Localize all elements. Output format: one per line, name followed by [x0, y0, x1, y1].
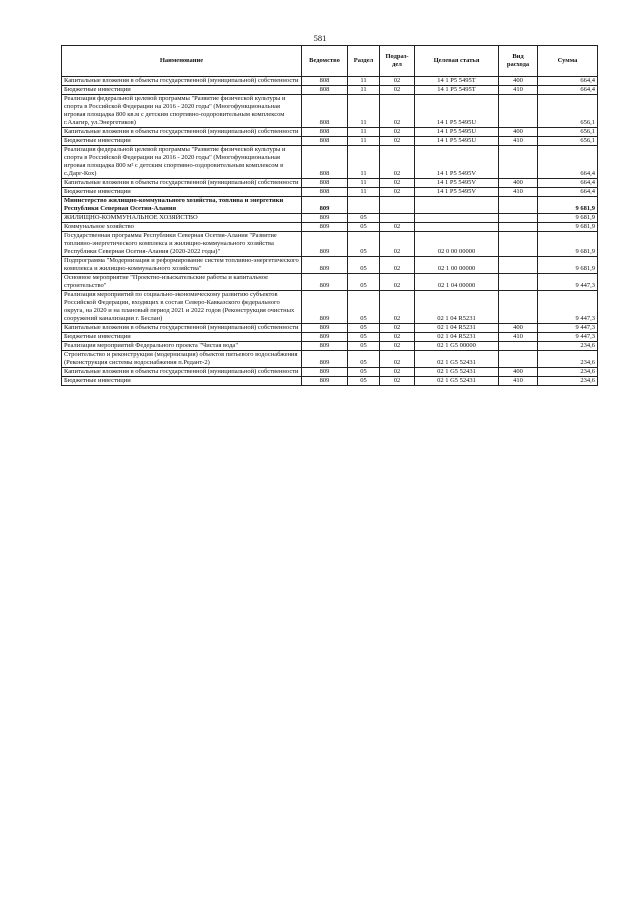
cell-podrazdel: 02	[380, 333, 415, 342]
cell-celevaya-statya: 14 1 P5 5495V	[415, 179, 499, 188]
table-row	[62, 257, 598, 274]
cell-razdel: 11	[348, 128, 380, 137]
cell-vid-raskhoda	[499, 291, 538, 324]
cell-summa: 9 447,3	[538, 333, 598, 342]
column-header-vedomstvo: Ведомство	[302, 46, 348, 77]
cell-celevaya-statya	[415, 197, 499, 214]
cell-razdel: 05	[348, 214, 380, 223]
cell-name: Реализация мероприятий по социально-экономическому развитию субъектов Российской Федерации, входящих в состав Северо-Кавказского федерального округа, на 2020 и на плановый период 2021 и 2022 годов (Реконструкция очистных сооружений канализации г. Беслан)	[62, 291, 302, 324]
cell-podrazdel	[380, 197, 415, 214]
cell-name: Капитальные вложения в объекты государственной (муниципальной) собственности	[62, 324, 302, 333]
cell-razdel: 11	[348, 95, 380, 128]
cell-celevaya-statya: 14 1 P5 5495V	[415, 146, 499, 179]
cell-summa: 234,6	[538, 368, 598, 377]
cell-name: Основное мероприятие "Проектно-изыскательские работы и капитальное строительство"	[62, 274, 302, 291]
cell-celevaya-statya: 14 1 P5 5495U	[415, 95, 499, 128]
table-row	[62, 351, 598, 368]
table-row	[62, 77, 598, 86]
cell-vedomstvo: 809	[302, 342, 348, 351]
cell-celevaya-statya: 02 1 04 00000	[415, 274, 499, 291]
cell-vedomstvo: 809	[302, 351, 348, 368]
table-row	[62, 197, 598, 214]
cell-name: Реализация федеральной целевой программы "Развитие физической культуры и спорта в Российской Федерации на 2016 - 2020 годы" (Многофункциональная игровая площадка 800 кв.м с детским спортивно-оздоровительным комплексом г.Алагир, ул.Энергетиков)	[62, 95, 302, 128]
cell-vedomstvo: 809	[302, 291, 348, 324]
cell-vedomstvo: 809	[302, 377, 348, 386]
page-number: 581	[313, 33, 327, 43]
cell-name: Бюджетные инвестиции	[62, 333, 302, 342]
table-row	[62, 324, 598, 333]
cell-vedomstvo: 809	[302, 274, 348, 291]
cell-vid-raskhoda	[499, 95, 538, 128]
cell-podrazdel: 02	[380, 351, 415, 368]
column-header-podrazdel: Подраз-дел	[380, 46, 415, 77]
cell-name: Строительство и реконструкция (модернизация) объектов питьевого водоснабжения (Реконструкция системы водоснабжения п.Редант-2)	[62, 351, 302, 368]
cell-podrazdel: 02	[380, 95, 415, 128]
cell-vid-raskhoda: 410	[499, 188, 538, 197]
cell-podrazdel: 02	[380, 274, 415, 291]
cell-summa: 9 447,3	[538, 274, 598, 291]
table-row	[62, 137, 598, 146]
cell-summa: 9 447,3	[538, 324, 598, 333]
table-row	[62, 146, 598, 179]
cell-vedomstvo: 809	[302, 232, 348, 257]
cell-podrazdel: 02	[380, 377, 415, 386]
cell-razdel: 05	[348, 368, 380, 377]
cell-summa: 9 447,3	[538, 291, 598, 324]
cell-celevaya-statya: 14 1 P5 5495U	[415, 128, 499, 137]
table-row	[62, 342, 598, 351]
cell-name: Бюджетные инвестиции	[62, 86, 302, 95]
cell-vedomstvo: 809	[302, 197, 348, 214]
cell-podrazdel: 02	[380, 257, 415, 274]
cell-name: Бюджетные инвестиции	[62, 377, 302, 386]
budget-table	[61, 45, 598, 386]
cell-vedomstvo: 809	[302, 324, 348, 333]
cell-vedomstvo: 808	[302, 137, 348, 146]
cell-vedomstvo: 808	[302, 95, 348, 128]
cell-vid-raskhoda	[499, 223, 538, 232]
cell-summa: 664,4	[538, 179, 598, 188]
cell-celevaya-statya: 02 1 00 00000	[415, 257, 499, 274]
cell-name: Реализация федеральной целевой программы "Развитие физической культуры и спорта в Российской Федерации на 2016 - 2020 годы" (Многофункциональная игровая площадка 800 м² с детским спортивно-оздоровительным комплексом в с.Дарг-Кох)	[62, 146, 302, 179]
table-row	[62, 274, 598, 291]
table-row	[62, 86, 598, 95]
cell-summa: 9 681,9	[538, 232, 598, 257]
cell-summa: 664,4	[538, 146, 598, 179]
cell-vid-raskhoda: 410	[499, 86, 538, 95]
cell-podrazdel: 02	[380, 368, 415, 377]
column-header-vid-raskhoda: Вид расхода	[499, 46, 538, 77]
table-row	[62, 232, 598, 257]
cell-name: Капитальные вложения в объекты государственной (муниципальной) собственности	[62, 368, 302, 377]
cell-summa: 234,6	[538, 351, 598, 368]
cell-summa: 9 681,9	[538, 214, 598, 223]
cell-razdel: 11	[348, 188, 380, 197]
cell-podrazdel: 02	[380, 146, 415, 179]
table-row	[62, 128, 598, 137]
cell-razdel: 05	[348, 257, 380, 274]
table-row	[62, 377, 598, 386]
cell-razdel: 11	[348, 137, 380, 146]
table-body	[62, 77, 598, 386]
column-header-razdel: Раздел	[348, 46, 380, 77]
column-header-summa: Сумма	[538, 46, 598, 77]
cell-podrazdel: 02	[380, 137, 415, 146]
cell-razdel	[348, 197, 380, 214]
cell-vid-raskhoda: 400	[499, 128, 538, 137]
cell-podrazdel: 02	[380, 291, 415, 324]
cell-podrazdel: 02	[380, 188, 415, 197]
cell-podrazdel: 02	[380, 128, 415, 137]
column-header-celevaya-statya: Целевая статья	[415, 46, 499, 77]
cell-vid-raskhoda	[499, 274, 538, 291]
cell-summa: 664,4	[538, 188, 598, 197]
cell-podrazdel: 02	[380, 223, 415, 232]
cell-vid-raskhoda	[499, 214, 538, 223]
cell-celevaya-statya: 14 1 P5 5495T	[415, 86, 499, 95]
cell-podrazdel: 02	[380, 77, 415, 86]
cell-vedomstvo: 809	[302, 368, 348, 377]
table-row	[62, 291, 598, 324]
cell-summa: 234,6	[538, 342, 598, 351]
cell-razdel: 05	[348, 324, 380, 333]
cell-vedomstvo: 809	[302, 333, 348, 342]
cell-razdel: 05	[348, 351, 380, 368]
cell-razdel: 05	[348, 274, 380, 291]
table-row	[62, 95, 598, 128]
cell-vedomstvo: 809	[302, 214, 348, 223]
cell-name: Капитальные вложения в объекты государственной (муниципальной) собственности	[62, 77, 302, 86]
cell-celevaya-statya: 02 0 00 00000	[415, 232, 499, 257]
cell-vid-raskhoda	[499, 197, 538, 214]
cell-name: Реализация мероприятий Федерального проекта "Чистая вода"	[62, 342, 302, 351]
cell-vedomstvo: 809	[302, 223, 348, 232]
cell-razdel: 05	[348, 291, 380, 324]
cell-razdel: 11	[348, 86, 380, 95]
cell-celevaya-statya: 02 1 04 R5231	[415, 333, 499, 342]
cell-podrazdel: 02	[380, 232, 415, 257]
cell-celevaya-statya	[415, 223, 499, 232]
cell-summa: 9 681,9	[538, 197, 598, 214]
cell-summa: 664,4	[538, 86, 598, 95]
cell-summa: 656,1	[538, 137, 598, 146]
cell-celevaya-statya: 02 1 G5 52431	[415, 377, 499, 386]
table-row	[62, 223, 598, 232]
cell-vid-raskhoda	[499, 342, 538, 351]
cell-vid-raskhoda: 410	[499, 137, 538, 146]
table-row	[62, 368, 598, 377]
cell-podrazdel: 02	[380, 324, 415, 333]
cell-summa: 656,1	[538, 128, 598, 137]
cell-celevaya-statya: 02 1 G5 52431	[415, 351, 499, 368]
cell-podrazdel: 02	[380, 86, 415, 95]
cell-vid-raskhoda	[499, 257, 538, 274]
cell-razdel: 05	[348, 232, 380, 257]
table-row	[62, 333, 598, 342]
cell-vedomstvo: 808	[302, 179, 348, 188]
column-header-name: Наименование	[62, 46, 302, 77]
cell-name: Бюджетные инвестиции	[62, 137, 302, 146]
cell-vid-raskhoda	[499, 232, 538, 257]
cell-celevaya-statya: 14 1 P5 5495T	[415, 77, 499, 86]
cell-celevaya-statya: 02 1 04 R5231	[415, 324, 499, 333]
cell-vedomstvo: 808	[302, 77, 348, 86]
cell-summa: 9 681,9	[538, 223, 598, 232]
cell-vid-raskhoda	[499, 146, 538, 179]
table-header-row	[62, 46, 598, 77]
cell-name: Капитальные вложения в объекты государственной (муниципальной) собственности	[62, 128, 302, 137]
cell-razdel: 11	[348, 146, 380, 179]
cell-name: Подпрограмма "Модернизация и реформирование систем топливно-энергетического комплекса и жилищно-коммунального хозяйства"	[62, 257, 302, 274]
table-row	[62, 188, 598, 197]
cell-name: Коммунальное хозяйство	[62, 223, 302, 232]
cell-name: Государственная программа Республики Северная Осетия-Алания "Развитие топливно-энергетического комплекса и жилищно-коммунального хозяйства Республики Северная Осетия-Алания (2020-2022 годы)"	[62, 232, 302, 257]
cell-celevaya-statya: 02 1 G5 00000	[415, 342, 499, 351]
cell-vedomstvo: 809	[302, 257, 348, 274]
cell-razdel: 05	[348, 342, 380, 351]
cell-vid-raskhoda: 400	[499, 77, 538, 86]
table-row	[62, 179, 598, 188]
cell-celevaya-statya	[415, 214, 499, 223]
cell-name: Министерство жилищно-коммунального хозяйства, топлива и энергетики Республики Северная Осетия-Алания	[62, 197, 302, 214]
cell-summa: 234,6	[538, 377, 598, 386]
cell-vedomstvo: 808	[302, 146, 348, 179]
cell-razdel: 05	[348, 223, 380, 232]
cell-vid-raskhoda: 410	[499, 377, 538, 386]
table-row	[62, 214, 598, 223]
cell-razdel: 11	[348, 77, 380, 86]
cell-summa: 664,4	[538, 77, 598, 86]
cell-vid-raskhoda: 400	[499, 324, 538, 333]
cell-summa: 9 681,9	[538, 257, 598, 274]
cell-razdel: 05	[348, 333, 380, 342]
cell-name: ЖИЛИЩНО-КОММУНАЛЬНОЕ ХОЗЯЙСТВО	[62, 214, 302, 223]
cell-name: Бюджетные инвестиции	[62, 188, 302, 197]
cell-vid-raskhoda	[499, 351, 538, 368]
cell-podrazdel: 02	[380, 342, 415, 351]
cell-podrazdel: 02	[380, 179, 415, 188]
cell-vid-raskhoda: 400	[499, 179, 538, 188]
cell-razdel: 05	[348, 377, 380, 386]
cell-celevaya-statya: 14 1 P5 5495V	[415, 188, 499, 197]
cell-podrazdel	[380, 214, 415, 223]
cell-razdel: 11	[348, 179, 380, 188]
cell-vedomstvo: 808	[302, 188, 348, 197]
cell-vedomstvo: 808	[302, 86, 348, 95]
cell-vid-raskhoda: 400	[499, 368, 538, 377]
cell-celevaya-statya: 02 1 G5 52431	[415, 368, 499, 377]
cell-summa: 656,1	[538, 95, 598, 128]
cell-vid-raskhoda: 410	[499, 333, 538, 342]
cell-celevaya-statya: 02 1 04 R5231	[415, 291, 499, 324]
cell-celevaya-statya: 14 1 P5 5495U	[415, 137, 499, 146]
cell-vedomstvo: 808	[302, 128, 348, 137]
cell-name: Капитальные вложения в объекты государственной (муниципальной) собственности	[62, 179, 302, 188]
